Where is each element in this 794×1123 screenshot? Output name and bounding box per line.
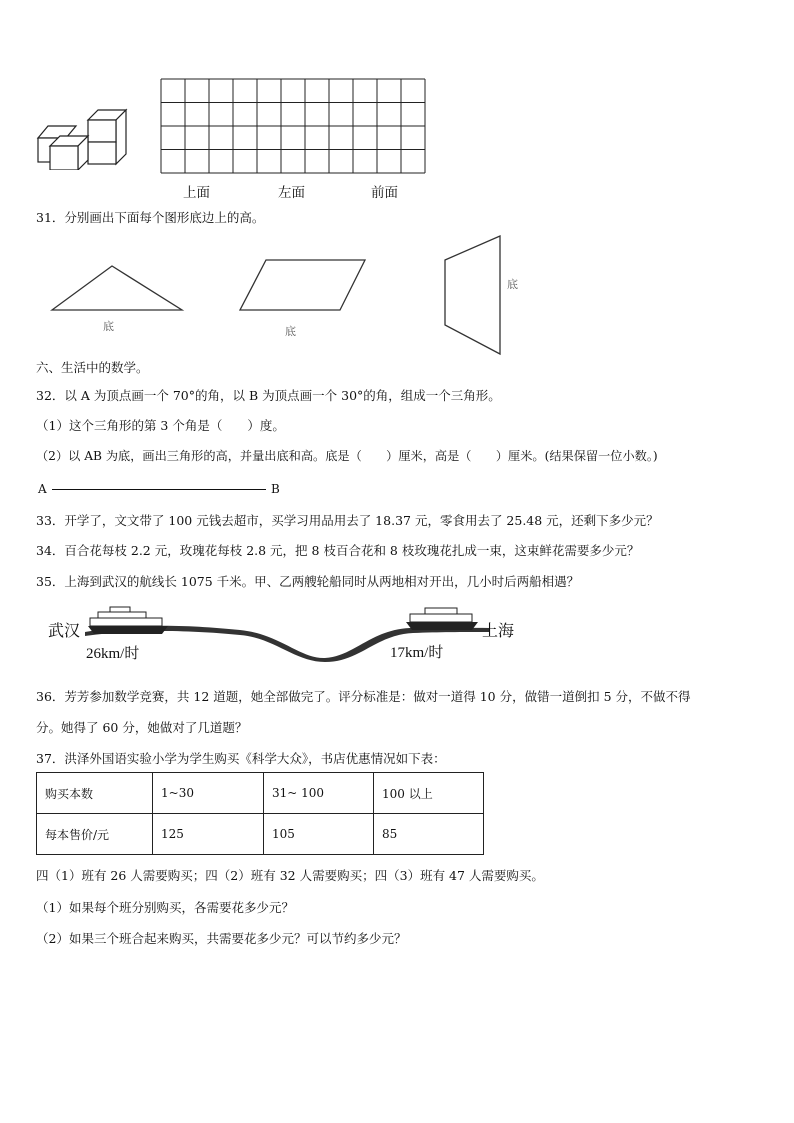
table-row [37,814,484,855]
segment-ab [52,489,266,490]
table-cell: 105 [264,814,374,855]
view-label-left: 左面 [278,185,305,201]
drawing-grid [160,78,426,174]
trapezoid-base-label: 底 [507,278,518,291]
q31-text: 31．分别画出下面每个图形底边上的高。 [36,210,265,225]
q32-sub2: （2）以 AB 为底，画出三角形的高，并量出底和高。底是（ ）厘米，高是（ ）厘米。(结果保留一位小数。) [36,449,658,463]
city-wuhan: 武汉 [48,621,81,640]
price-table [36,772,484,855]
section6-title: 六、生活中的数学。 [36,360,149,375]
table-cell: 购买本数 [37,773,153,814]
q35-text: 35．上海到武汉的航线长 1075 千米。甲、乙两艘轮船同时从两地相对开出，几小时后两船相遇？ [36,574,580,589]
table-cell: 85 [374,814,484,855]
point-a-label: A [38,482,47,496]
speed-right: 17km/时 [390,645,444,661]
view-label-top: 上面 [183,185,210,201]
table-cell: 100 以上 [374,773,484,814]
trapezoid-shape [445,236,500,354]
q36-line2: 分。她得了 60 分，她做对了几道题？ [36,720,248,735]
table-cell: 每本售价/元 [37,814,153,855]
q32-sub1: （1）这个三角形的第 3 个角是（ ）度。 [36,418,285,433]
shapes-figure [30,230,550,360]
table-row [37,773,484,814]
boat-left-icon [88,607,168,634]
q34-text: 34．百合花每枝 2.2 元，玫瑰花每枝 2.8 元，把 8 枝百合花和 8 枝玫瑰花扎成一束，这束鲜花需要多少元？ [36,543,640,558]
cube-stack-figure [36,98,130,170]
q37-text: 37．洪泽外国语实验小学为学生购买《科学大众》，书店优惠情况如下表： [36,751,446,766]
table-cell: 1~30 [153,773,264,814]
city-shanghai: 上海 [482,621,515,640]
table-cell: 31~ 100 [264,773,374,814]
speed-left: 26km/时 [86,646,140,662]
q36-line1: 36．芳芳参加数学竞赛，共 12 道题，她全部做完了。评分标准是：做对一道得 10 分，做错一道倒扣 5 分，不做不得 [36,689,691,704]
parallelogram-base-label: 底 [285,325,296,338]
parallelogram-shape [240,260,365,310]
triangle-shape [52,266,182,310]
q37-sub2: （2）如果三个班合起来购买，共需要花多少元？可以节约多少元？ [36,931,407,946]
point-b-label: B [271,482,280,496]
q33-text: 33．开学了，文文带了 100 元钱去超市，买学习用品用去了 18.37 元，零食用去了 25.48 元，还剩下多少元？ [36,513,659,528]
view-label-front: 前面 [371,185,398,201]
q37-sub1: （1）如果每个班分别购买，各需要花多少元？ [36,900,294,915]
triangle-base-label: 底 [103,320,114,333]
q32-text: 32．以 A 为顶点画一个 70°的角，以 B 为顶点画一个 30°的角，组成一个三角形。 [36,388,501,403]
table-cell: 125 [153,814,264,855]
q37-info: 四（1）班有 26 人需要购买；四（2）班有 32 人需要购买；四（3）班有 47 人需要购买。 [36,868,544,883]
boat-right-icon [406,608,478,630]
